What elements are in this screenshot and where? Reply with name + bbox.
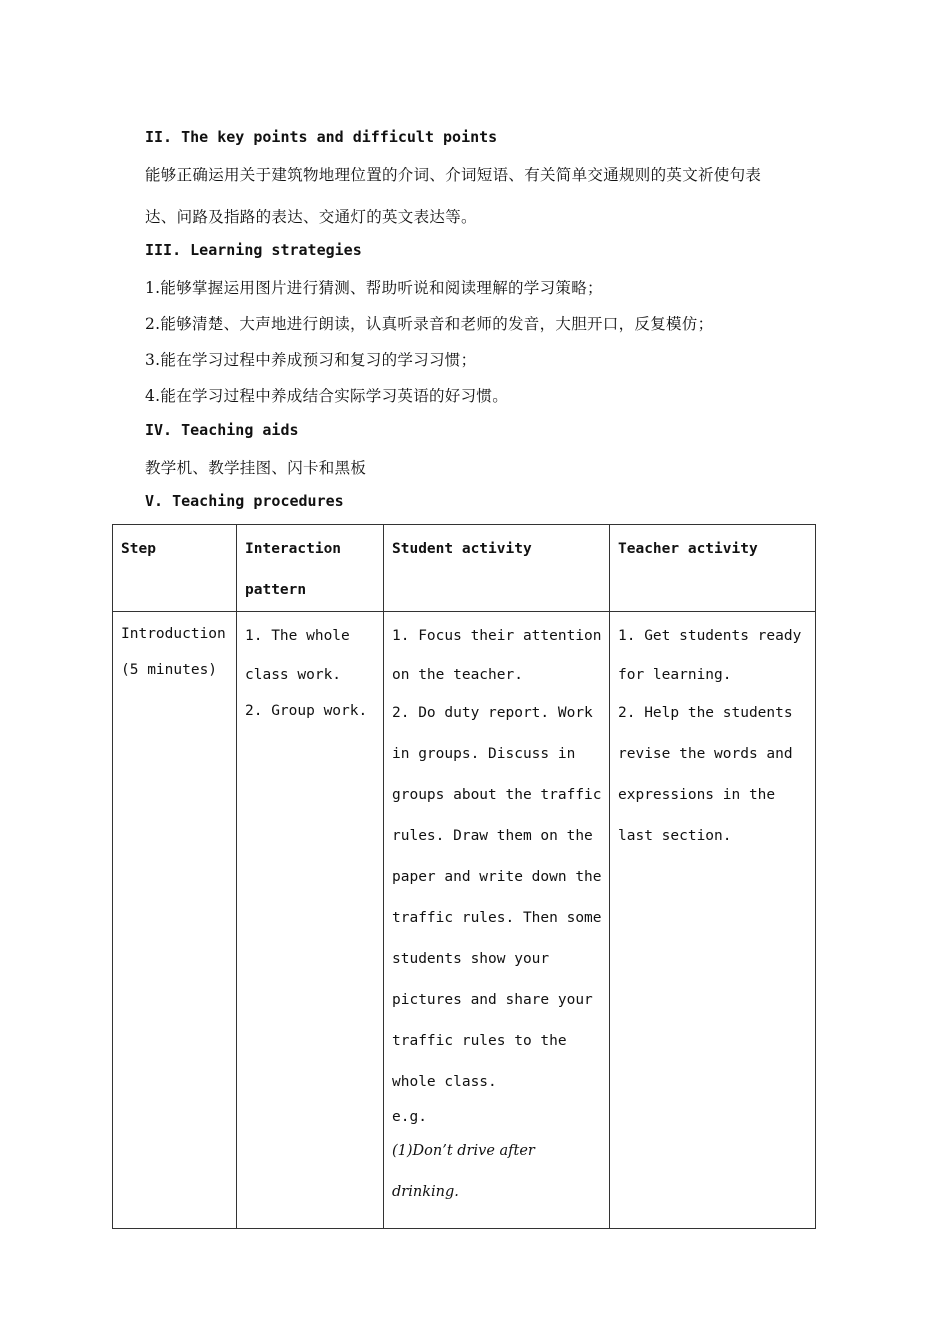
strategy-item: 1.能够掌握运用图片进行猜测、帮助听说和阅读理解的学习策略； — [145, 279, 603, 297]
strategies-heading: III. Learning strategies — [145, 241, 362, 259]
header-teacher-activity: Teacher activity — [610, 525, 816, 612]
example-sentence: (1)Don’t drive after — [392, 1143, 535, 1159]
example-label: e.g. — [392, 1109, 427, 1125]
table-header-row — [113, 525, 816, 612]
aids-text: 教学机、教学挂图、闪卡和黑板 — [145, 459, 367, 477]
header-interaction: Interaction pattern — [237, 525, 384, 612]
header-step: Step — [113, 525, 237, 612]
cell-interaction: 1. The whole class work. 2. Group work. — [237, 612, 384, 1229]
procedures-table — [112, 524, 816, 1229]
cell-teacher-activity: 1. Get students ready for learning. 2. Help the students revise the words and expressions in the last section. — [610, 612, 816, 1229]
cell-step: Introduction (5 minutes) — [113, 612, 237, 1229]
strategy-item: 3.能在学习过程中养成预习和复习的学习习惯； — [145, 351, 477, 369]
strategy-item: 4.能在学习过程中养成结合实际学习英语的好习惯。 — [145, 387, 508, 405]
key-points-text-line1: 能够正确运用关于建筑物地理位置的介词、介词短语、有关简单交通规则的英文祈使句表 — [145, 166, 762, 184]
table-row — [113, 612, 816, 1229]
aids-heading: IV. Teaching aids — [145, 421, 299, 439]
example-sentence: drinking. — [392, 1184, 459, 1200]
strategy-item: 2.能够清楚、大声地进行朗读，认真听录音和老师的发音，大胆开口，反复模仿； — [145, 315, 714, 333]
cell-student-activity: 1. Focus their attention on the teacher. 2. Do duty report. Work in groups. Discuss in groups about the traffic rules. Draw them on the paper and write down the traffic rules. Then some students show your pictures and share your traffic rules to the whole class. e.g. (1)Don’t drive after drinking. — [384, 612, 610, 1229]
key-points-heading: II. The key points and difficult points — [145, 128, 498, 146]
procedures-heading: V. Teaching procedures — [145, 492, 344, 510]
header-student-activity: Student activity — [384, 525, 610, 612]
key-points-text-line2: 达、问路及指路的表达、交通灯的英文表达等。 — [145, 208, 477, 226]
